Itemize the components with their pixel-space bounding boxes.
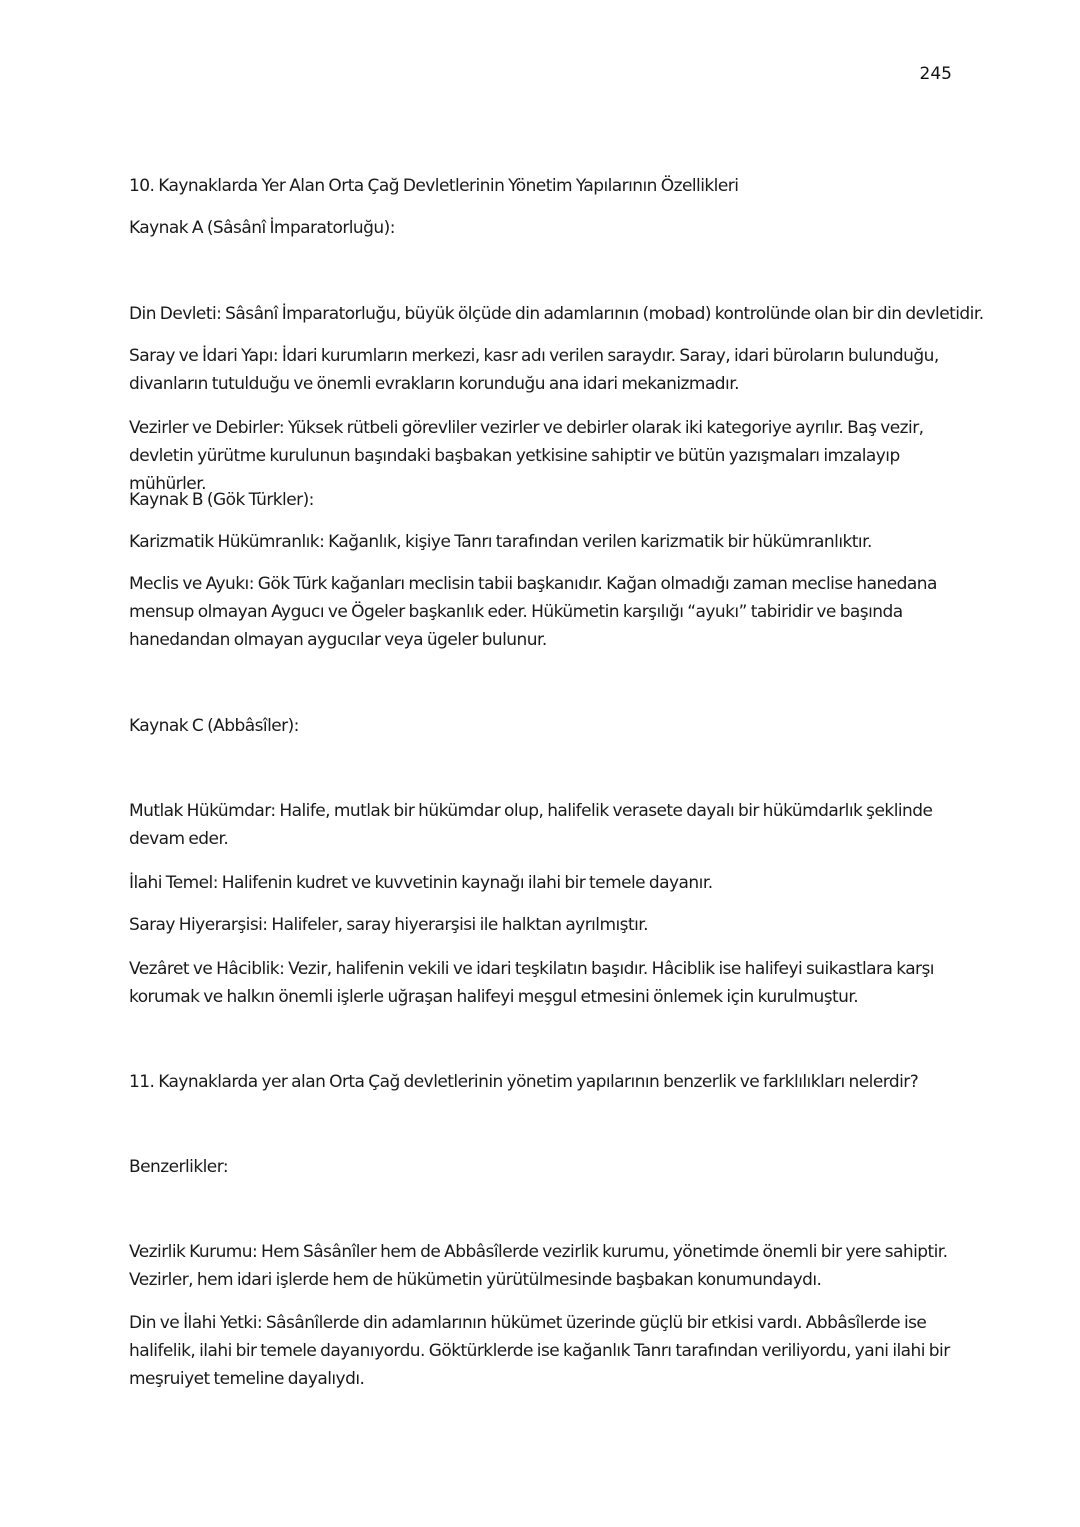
source-b-item-hukumranlik: Karizmatik Hükümranlık: Kağanlık, kişiye Tanrı tarafından verilen karizmatik bir hükümranlıktır. [129, 532, 872, 552]
source-a-item-saray: Saray ve İdari Yapı: İdari kurumların merkezi, kasr adı verilen saraydır. Saray, idari büroların bulunduğu, divanların tutulduğu ve önemli evrakların korunduğu ana idari mekanizmadır. [129, 346, 939, 394]
source-a-heading: Kaynak A (Sâsânî İmparatorluğu): [129, 218, 395, 238]
page-number: 245 [919, 64, 952, 84]
similarity-item-vezirlik: Vezirlik Kurumu: Hem Sâsânîler hem de Abbâsîlerde vezirlik kurumu, yönetimde önemli bir yere sahiptir. Vezirler, hem idari işlerde hem de hükümetin yürütülmesinde başbakan konumundaydı. [129, 1242, 948, 1290]
similarity-item-din: Din ve İlahi Yetki: Sâsânîlerde din adamlarının hükümet üzerinde güçlü bir etkisi vardı. Abbâsîlerde ise halifelik, ilahi bir temele dayanıyordu. Göktürklerde ise kağanlık Tanrı tarafından veriliyordu, yani ilahi bir meşruiyet temeline dayalıydı. [129, 1313, 950, 1389]
source-a-item-vezirler: Vezirler ve Debirler: Yüksek rütbeli görevliler vezirler ve debirler olarak iki kategoriye ayrılır. Baş vezir, devletin yürütme kurulunun başındaki başbakan yetkisine sahiptir ve bütün yazışmaları imzalayıp mühürler. [129, 418, 924, 494]
source-b-heading: Kaynak B (Gök Türkler): [129, 490, 314, 510]
section-10-title: 10. Kaynaklarda Yer Alan Orta Çağ Devletlerinin Yönetim Yapılarının Özellikleri [129, 176, 739, 196]
source-c-item-hiyerarsi: Saray Hiyerarşisi: Halifeler, saray hiyerarşisi ile halktan ayrılmıştır. [129, 915, 648, 935]
source-c-item-mutlak: Mutlak Hükümdar: Halife, mutlak bir hükümdar olup, halifelik verasete dayalı bir hükümdarlık şeklinde devam eder. [129, 801, 933, 849]
section-11-question: 11. Kaynaklarda yer alan Orta Çağ devletlerinin yönetim yapılarının benzerlik ve farklılıkları nelerdir? [129, 1072, 919, 1092]
source-c-item-vezaret: Vezâret ve Hâciblik: Vezir, halifenin vekili ve idari teşkilatın başıdır. Hâciblik ise halifeyi suikastlara karşı korumak ve halkın önemli işlerle uğraşan halifeyi meşgul etmesini önlemek için kurulmuştur. [129, 959, 934, 1007]
source-c-item-ilahi: İlahi Temel: Halifenin kudret ve kuvvetinin kaynağı ilahi bir temele dayanır. [129, 873, 713, 893]
similarities-heading: Benzerlikler: [129, 1157, 229, 1177]
source-b-item-meclis: Meclis ve Ayukı: Gök Türk kağanları meclisin tabii başkanıdır. Kağan olmadığı zaman meclise hanedana mensup olmayan Aygucı ve Ögeler başkanlık eder. Hükümetin karşılığı “ayukı” tabiridir ve başında hanedandan olmayan aygucılar veya ügeler bulunur. [129, 574, 937, 650]
source-a-item-din-devleti: Din Devleti: Sâsânî İmparatorluğu, büyük ölçüde din adamlarının (mobad) kontrolünde olan bir din devletidir. [129, 304, 984, 324]
source-c-heading: Kaynak C (Abbâsîler): [129, 716, 299, 736]
